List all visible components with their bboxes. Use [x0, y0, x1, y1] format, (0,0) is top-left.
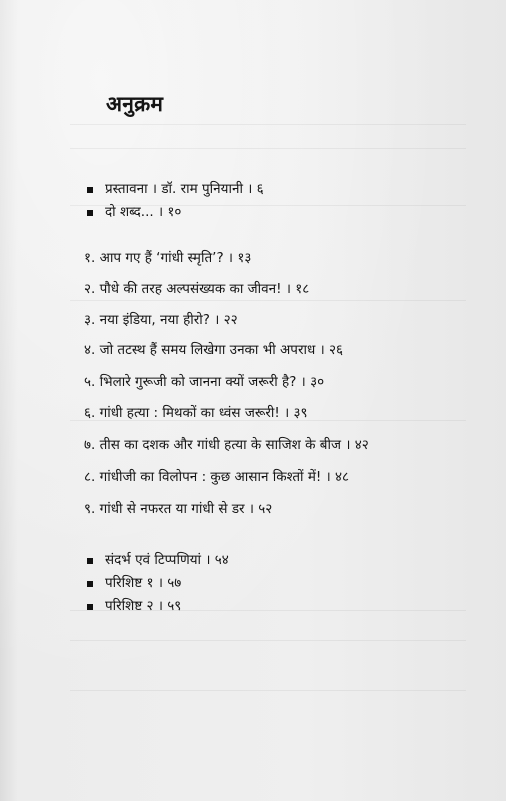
toc-entry[interactable]: ५. भिलारे गुरूजी को जानना क्यों जरूरी है? । ३० — [84, 374, 325, 390]
toc-entry[interactable]: २. पौधे की तरह अल्पसंख्यक का जीवन! । १८ — [84, 281, 310, 297]
bullet-icon — [87, 558, 93, 564]
toc-entry[interactable]: ४. जो तटस्थ हैं समय लिखेगा उनका भी अपराध । २६ — [84, 342, 344, 358]
bullet-icon — [87, 604, 93, 610]
toc-entry[interactable]: ७. तीस का दशक और गांधी हत्या के साजिश के बीज । ४२ — [84, 437, 369, 453]
bullet-icon — [87, 210, 93, 216]
toc-entry[interactable]: ८. गांधीजी का विलोपन : कुछ आसान किश्तों में! । ४८ — [84, 469, 350, 485]
toc-entry[interactable]: ९. गांधी से नफरत या गांधी से डर । ५२ — [84, 501, 273, 517]
bleed-through-line — [70, 124, 466, 125]
toc-entry[interactable]: परिशिष्ट २ । ५९ — [105, 598, 182, 614]
toc-entry[interactable]: प्रस्तावना । डॉ. राम पुनियानी । ६ — [105, 181, 264, 197]
page-title: अनुक्रम — [106, 92, 164, 116]
bleed-through-line — [70, 640, 466, 641]
bullet-icon — [87, 581, 93, 587]
toc-entry[interactable]: ३. नया इंडिया, नया हीरो? । २२ — [84, 312, 238, 328]
toc-entry[interactable]: ६. गांधी हत्या : मिथकों का ध्वंस जरूरी! । ३९ — [84, 405, 308, 421]
toc-entry[interactable]: परिशिष्ट १ । ५७ — [105, 575, 182, 591]
bleed-through-line — [70, 148, 466, 149]
bullet-icon — [87, 187, 93, 193]
bleed-through-line — [70, 300, 466, 301]
toc-entry[interactable]: दो शब्द... । १० — [105, 204, 182, 220]
bleed-through-line — [70, 690, 466, 691]
toc-entry[interactable]: १. आप गए हैं ‘गांधी स्मृति’? । १३ — [84, 250, 252, 266]
toc-entry[interactable]: संदर्भ एवं टिप्पणियां । ५४ — [105, 552, 229, 568]
